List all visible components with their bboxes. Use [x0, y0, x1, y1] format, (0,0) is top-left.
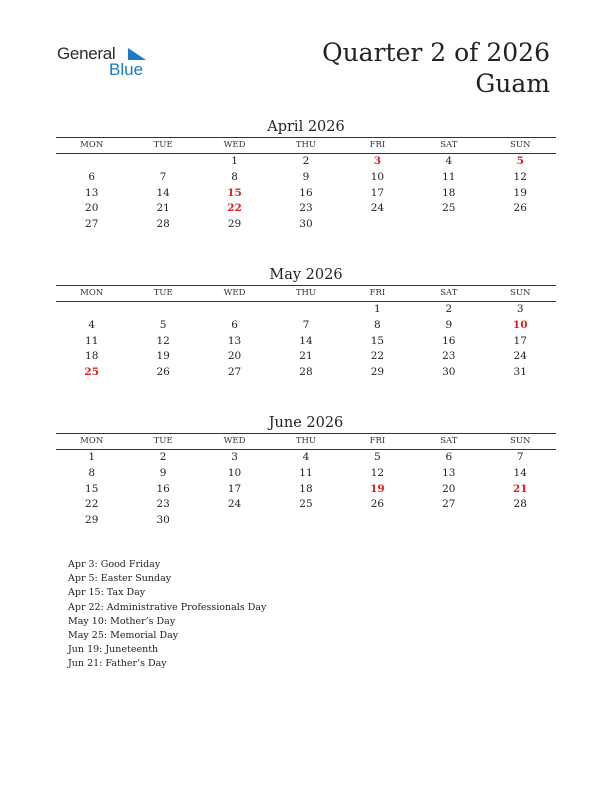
day-cell: 3 — [231, 451, 238, 463]
day-cell: 18 — [299, 482, 313, 495]
week-row — [56, 217, 556, 233]
day-cell: 20 — [227, 350, 242, 363]
month-calendar — [56, 265, 556, 381]
month-calendar — [56, 117, 556, 233]
week-row — [56, 334, 556, 350]
holiday-day-cell: 25 — [84, 366, 100, 379]
empty-day-cell — [485, 513, 556, 529]
day-cell: 16 — [156, 482, 170, 495]
month-calendar — [56, 413, 556, 529]
week-row — [56, 170, 556, 186]
day-cell: 21 — [299, 350, 313, 363]
empty-day-cell — [485, 217, 556, 233]
empty-day-cell — [270, 302, 341, 318]
day-cell: 31 — [513, 366, 527, 379]
day-cell: 23 — [299, 202, 313, 215]
day-cell: 12 — [156, 334, 170, 347]
day-cell: 26 — [513, 202, 527, 215]
empty-day-cell — [199, 513, 270, 529]
empty-day-cell — [270, 513, 341, 529]
weekday-label: TUE — [153, 436, 173, 446]
week-row — [56, 201, 556, 217]
day-cell: 17 — [227, 482, 242, 495]
holiday-day-cell: 15 — [227, 186, 242, 199]
day-cell: 9 — [159, 466, 167, 479]
week-row — [56, 513, 556, 529]
day-cell: 8 — [374, 318, 381, 331]
day-cell: 17 — [370, 186, 385, 199]
weekday-label: MON — [80, 140, 104, 150]
day-cell: 7 — [302, 318, 310, 331]
empty-day-cell — [56, 154, 127, 170]
day-cell: 2 — [302, 155, 310, 167]
day-cell: 27 — [85, 218, 99, 231]
week-row — [56, 497, 556, 513]
day-cell: 11 — [299, 466, 313, 479]
weekday-label: FRI — [369, 288, 386, 298]
day-cell: 23 — [442, 350, 456, 363]
day-cell: 18 — [85, 350, 99, 363]
weekday-label: SAT — [440, 140, 458, 150]
day-cell: 25 — [442, 202, 456, 215]
weekday-header — [56, 434, 556, 450]
empty-day-cell — [127, 302, 198, 318]
day-cell: 22 — [85, 498, 99, 511]
day-cell: 30 — [156, 514, 170, 527]
weekday-label: WED — [223, 288, 246, 298]
weekday-header — [56, 286, 556, 302]
day-cell: 28 — [299, 366, 313, 379]
holiday-list-item: Jun 21: Father’s Day — [68, 658, 167, 670]
day-cell: 27 — [442, 498, 456, 511]
day-cell: 15 — [370, 334, 385, 347]
day-cell: 2 — [445, 303, 453, 315]
day-cell: 3 — [516, 303, 524, 315]
weekday-label: MON — [80, 288, 104, 298]
day-cell: 5 — [374, 451, 381, 463]
empty-day-cell — [413, 513, 484, 529]
empty-day-cell — [199, 302, 270, 318]
holiday-list-item: Apr 15: Tax Day — [68, 587, 146, 599]
weekday-label: SUN — [510, 436, 531, 446]
day-cell: 20 — [442, 482, 456, 495]
day-cell: 27 — [227, 366, 242, 379]
week-row — [56, 450, 556, 466]
day-cell: 9 — [445, 318, 453, 331]
day-cell: 4 — [445, 155, 453, 167]
day-cell: 28 — [156, 218, 170, 231]
day-cell: 17 — [513, 334, 527, 347]
day-cell: 12 — [513, 170, 527, 183]
day-cell: 25 — [299, 498, 313, 511]
day-cell: 19 — [513, 186, 527, 199]
day-cell: 12 — [370, 466, 385, 479]
day-cell: 20 — [85, 202, 99, 215]
week-row — [56, 365, 556, 381]
holiday-day-cell: 19 — [370, 482, 385, 495]
generalblue-logo — [57, 44, 167, 84]
holiday-day-cell: 22 — [227, 202, 242, 215]
holiday-day-cell: 10 — [512, 318, 528, 331]
day-cell: 5 — [159, 318, 167, 331]
weekday-label: TUE — [153, 288, 173, 298]
day-cell: 6 — [88, 170, 96, 183]
day-cell: 22 — [370, 350, 385, 363]
week-row — [56, 302, 556, 318]
day-cell: 2 — [159, 451, 167, 463]
day-cell: 30 — [299, 218, 313, 231]
day-cell: 28 — [513, 498, 527, 511]
empty-day-cell — [127, 154, 198, 170]
day-cell: 13 — [227, 334, 242, 347]
month-title: June 2026 — [268, 415, 344, 431]
day-cell: 8 — [88, 466, 96, 479]
day-cell: 10 — [227, 466, 242, 479]
week-row — [56, 186, 556, 202]
day-cell: 26 — [156, 366, 170, 379]
empty-day-cell — [56, 302, 127, 318]
weekday-label: SAT — [440, 436, 458, 446]
holiday-list-item: Jun 19: Juneteenth — [68, 644, 159, 656]
day-cell: 1 — [231, 155, 238, 167]
weekday-label: THU — [295, 140, 317, 150]
day-cell: 29 — [85, 514, 99, 527]
day-cell: 24 — [370, 202, 385, 215]
day-cell: 23 — [156, 498, 170, 511]
empty-day-cell — [413, 217, 484, 233]
day-cell: 16 — [442, 334, 456, 347]
day-cell: 8 — [231, 170, 238, 183]
week-row — [56, 154, 556, 170]
day-cell: 18 — [442, 186, 456, 199]
day-cell: 6 — [445, 451, 453, 463]
weekday-label: WED — [223, 436, 246, 446]
weekday-label: FRI — [369, 140, 386, 150]
day-cell: 24 — [227, 498, 242, 511]
weekday-label: THU — [295, 288, 317, 298]
day-cell: 19 — [156, 350, 170, 363]
holiday-list-item: May 25: Memorial Day — [68, 630, 179, 642]
weekday-label: THU — [295, 436, 317, 446]
day-cell: 21 — [156, 202, 170, 215]
week-row — [56, 318, 556, 334]
day-cell: 1 — [374, 303, 381, 315]
weekday-label: MON — [80, 436, 104, 446]
holiday-list-item: Apr 5: Easter Sunday — [68, 573, 172, 585]
day-cell: 9 — [302, 170, 310, 183]
day-cell: 4 — [88, 318, 96, 331]
day-cell: 29 — [227, 218, 242, 231]
weekday-header — [56, 138, 556, 154]
weekday-label: SUN — [510, 140, 531, 150]
week-row — [56, 466, 556, 482]
day-cell: 24 — [513, 350, 527, 363]
day-cell: 10 — [370, 170, 385, 183]
day-cell: 1 — [88, 451, 96, 463]
day-cell: 14 — [156, 186, 170, 199]
day-cell: 4 — [302, 451, 310, 463]
week-row — [56, 482, 556, 498]
day-cell: 11 — [85, 334, 99, 347]
day-cell: 14 — [513, 466, 527, 479]
day-cell: 13 — [442, 466, 456, 479]
holiday-day-cell: 5 — [516, 155, 524, 167]
empty-day-cell — [342, 217, 413, 233]
day-cell: 14 — [299, 334, 313, 347]
region-title: Guam — [475, 69, 550, 98]
month-title: May 2026 — [269, 267, 343, 283]
day-cell: 15 — [85, 482, 99, 495]
weekday-label: FRI — [369, 436, 386, 446]
week-row — [56, 349, 556, 365]
holiday-list — [68, 558, 266, 672]
page-title — [322, 37, 550, 99]
holiday-list-item: May 10: Mother’s Day — [68, 615, 176, 627]
month-title: April 2026 — [267, 119, 345, 135]
weekday-label: TUE — [153, 140, 173, 150]
holiday-list-item: Apr 3: Good Friday — [68, 559, 161, 570]
holiday-list-item: Apr 22: Administrative Professionals Day — [68, 601, 267, 613]
quarter-title: Quarter 2 of 2026 — [322, 38, 550, 67]
weekday-label: SUN — [510, 288, 531, 298]
day-cell: 26 — [370, 498, 385, 511]
holiday-day-cell: 21 — [512, 482, 528, 495]
day-cell: 30 — [442, 366, 456, 379]
day-cell: 6 — [231, 318, 238, 331]
day-cell: 16 — [299, 186, 313, 199]
weekday-label: SAT — [440, 288, 458, 298]
logo-text-general: General — [57, 44, 116, 63]
day-cell: 7 — [516, 451, 524, 463]
holiday-day-cell: 3 — [373, 155, 382, 167]
day-cell: 13 — [85, 186, 99, 199]
day-cell: 11 — [442, 170, 456, 183]
weekday-label: WED — [223, 140, 246, 150]
day-cell: 29 — [370, 366, 385, 379]
day-cell: 7 — [159, 170, 167, 183]
empty-day-cell — [342, 513, 413, 529]
logo-text-blue: Blue — [109, 60, 144, 79]
